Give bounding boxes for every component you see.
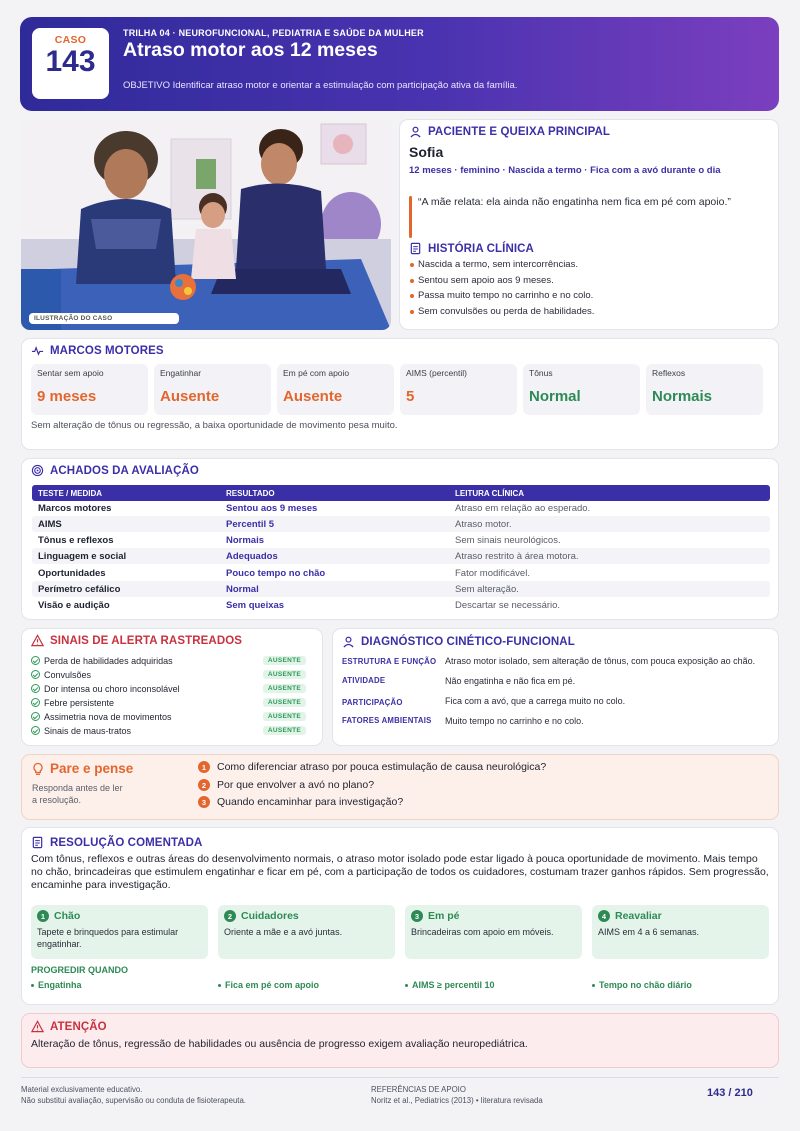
milestones-card	[21, 338, 779, 450]
check-icon	[31, 684, 40, 693]
list-item: Passa muito tempo no carrinho e no colo.	[409, 288, 594, 304]
history-list	[409, 257, 594, 319]
list-item: Nascida a termo, sem intercorrências.	[409, 257, 594, 273]
progress-item: Engatinha	[31, 980, 82, 990]
progress-title: PROGREDIR QUANDO	[31, 965, 129, 975]
think-subtitle: Responda antes de ler a resolução.	[32, 783, 123, 805]
warning-icon	[31, 1020, 44, 1033]
status-badge: AUSENTE	[263, 656, 306, 665]
clinic-scene-illustration	[21, 119, 391, 330]
table-row: Tônus e reflexos Normais Sem sinais neurológicos.	[38, 534, 561, 546]
list-item: Sentou sem apoio aos 9 meses.	[409, 273, 594, 289]
footer-divider	[21, 1077, 779, 1078]
complaint-quote: “A mãe relata: ela ainda não engatinha nem fica em pé com apoio.”	[418, 196, 731, 208]
case-number-box	[32, 28, 109, 99]
document-icon	[409, 242, 422, 255]
attention-title: ATENÇÃO	[31, 1020, 107, 1033]
table-row: Oportunidades Pouco tempo no chão Fator modificável.	[38, 567, 530, 579]
user-icon	[342, 635, 355, 648]
milestone-sitting: Sentar sem apoio 9 meses	[31, 364, 148, 415]
progress-item: Tempo no chão diário	[592, 980, 692, 990]
patient-section-title: PACIENTE E QUEIXA PRINCIPAL	[409, 125, 610, 138]
alerts-card	[21, 628, 323, 746]
resolution-section-title: RESOLUÇÃO COMENTADA	[31, 836, 202, 849]
history-section-title: HISTÓRIA CLÍNICA	[409, 242, 534, 255]
milestone-reflexes: Reflexos Normais	[646, 364, 763, 415]
table-row: Visão e audição Sem queixas Descartar se necessário.	[38, 599, 561, 611]
diagnosis-section-title: DIAGNÓSTICO CINÉTICO-FUNCIONAL	[342, 635, 575, 648]
illustration-caption: ILUSTRAÇÃO DO CASO	[29, 313, 179, 324]
footer-references: REFERÊNCIAS DE APOIO Noritz et al., Pediatrics (2013) • literatura revisada	[371, 1085, 543, 1105]
check-icon	[31, 712, 40, 721]
page-title: Atraso motor aos 12 meses	[123, 39, 378, 61]
status-badge: AUSENTE	[263, 726, 306, 735]
footer-disclaimer: Material exclusivamente educativo. Não substitui avaliação, supervisão ou conduta de fisioterapeuta.	[21, 1085, 246, 1105]
think-card	[21, 754, 779, 820]
findings-section-title: ACHADOS DA AVALIAÇÃO	[31, 464, 199, 477]
progress-item: Fica em pé com apoio	[218, 980, 319, 990]
patient-name: Sofia	[409, 144, 444, 160]
attention-card	[21, 1013, 779, 1068]
alert-item: Assimetria nova de movimentos AUSENTE	[31, 710, 314, 723]
table-header: TESTE / MEDIDA RESULTADO LEITURA CLÍNICA	[32, 485, 770, 501]
resolution-text: Com tônus, reflexos e outras áreas do desenvolvimento normais, o atraso motor isolado pode estar ligado à pouca oportunidade de movimento. Mais tempo no chão, brincadeiras que estimulem engatinhar e ficar em pé, com a participação de todos os cuidadores, costumam trazer ganhos rápidos. Sem progressão, encaminhe para investigação.	[31, 853, 769, 891]
findings-card	[21, 458, 779, 620]
lightbulb-icon	[31, 762, 45, 776]
patient-card	[399, 119, 779, 330]
milestone-crawling: Engatinhar Ausente	[154, 364, 271, 415]
diagnosis-card: DIAGNÓSTICO CINÉTICO-FUNCIONAL ESTRUTURA E FUNÇÃO Atraso motor isolado, sem alteração de tônus, com pouca exposição ao chão. ATIVIDADE Não engatinha e não fica em pé. PARTICIPAÇÃO Fica com a avó, que a carrega muito no colo. FATORES AMBIENTAIS Muito tempo no carrinho e no colo.	[332, 628, 779, 746]
check-icon	[31, 726, 40, 735]
list-item: Sem convulsões ou perda de habilidades.	[409, 304, 594, 320]
milestones-note: Sem alteração de tônus ou regressão, a baixa oportunidade de movimento pesa muito.	[31, 420, 398, 431]
case-label: CASO	[54, 34, 87, 46]
step-reassess: 4 Reavaliar AIMS em 4 a 6 semanas.	[592, 905, 769, 959]
status-badge: AUSENTE	[263, 684, 306, 693]
check-icon	[31, 670, 40, 679]
case-header	[20, 17, 779, 111]
question-item: 1 Como diferenciar atraso por pouca estimulação de causa neurológica?	[198, 761, 546, 773]
pulse-icon	[31, 344, 44, 357]
table-row: AIMS Percentil 5 Atraso motor.	[32, 516, 770, 532]
milestone-tone: Tônus Normal	[523, 364, 640, 415]
objective-text: OBJETIVO Identificar atraso motor e orientar a estimulação com participação ativa da família.	[123, 80, 518, 91]
quote-bar	[409, 196, 412, 238]
step-standing: 3 Em pé Brincadeiras com apoio em móveis.	[405, 905, 582, 959]
step-floor: 1 Chão Tapete e brinquedos para estimular engatinhar.	[31, 905, 208, 959]
alert-item: Convulsões AUSENTE	[31, 668, 314, 681]
question-item: 2 Por que envolver a avó no plano?	[198, 779, 374, 791]
attention-text: Alteração de tônus, regressão de habilidades ou ausência de progresso exigem avaliação neuropediátrica.	[31, 1038, 528, 1050]
alert-item: Sinais de maus-tratos AUSENTE	[31, 724, 314, 737]
check-icon	[31, 698, 40, 707]
check-icon	[31, 656, 40, 665]
alert-item: Febre persistente AUSENTE	[31, 696, 314, 709]
page-number: 143 / 210	[707, 1087, 753, 1099]
progress-item: AIMS ≥ percentil 10	[405, 980, 494, 990]
target-icon	[31, 464, 44, 477]
track-label: TRILHA 04 · NEUROFUNCIONAL, PEDIATRIA E SAÚDE DA MULHER	[123, 28, 424, 38]
table-row: Marcos motores Sentou aos 9 meses Atraso em relação ao esperado.	[38, 502, 591, 514]
milestone-standing: Em pé com apoio Ausente	[277, 364, 394, 415]
status-badge: AUSENTE	[263, 670, 306, 679]
alert-item: Dor intensa ou choro inconsolável AUSENTE	[31, 682, 314, 695]
user-icon	[409, 125, 422, 138]
question-item: 3 Quando encaminhar para investigação?	[198, 796, 403, 808]
case-illustration	[21, 119, 391, 330]
alert-item: Perda de habilidades adquiridas AUSENTE	[31, 654, 314, 667]
table-row: Linguagem e social Adequados Atraso restrito à área motora.	[32, 548, 770, 564]
warning-icon	[31, 634, 44, 647]
alerts-section-title: SINAIS DE ALERTA RASTREADOS	[31, 634, 242, 647]
think-title: Pare e pense	[31, 761, 133, 776]
table-row: Perímetro cefálico Normal Sem alteração.	[32, 581, 770, 597]
case-number: 143	[45, 45, 96, 78]
milestone-aims: AIMS (percentil) 5	[400, 364, 517, 415]
patient-details: 12 meses · feminino · Nascida a termo · Fica com a avó durante o dia	[409, 165, 721, 176]
status-badge: AUSENTE	[263, 712, 306, 721]
resolution-card	[21, 827, 779, 1005]
step-caregivers: 2 Cuidadores Oriente a mãe e a avó juntas.	[218, 905, 395, 959]
document-icon	[31, 836, 44, 849]
status-badge: AUSENTE	[263, 698, 306, 707]
milestones-section-title: MARCOS MOTORES	[31, 344, 164, 357]
